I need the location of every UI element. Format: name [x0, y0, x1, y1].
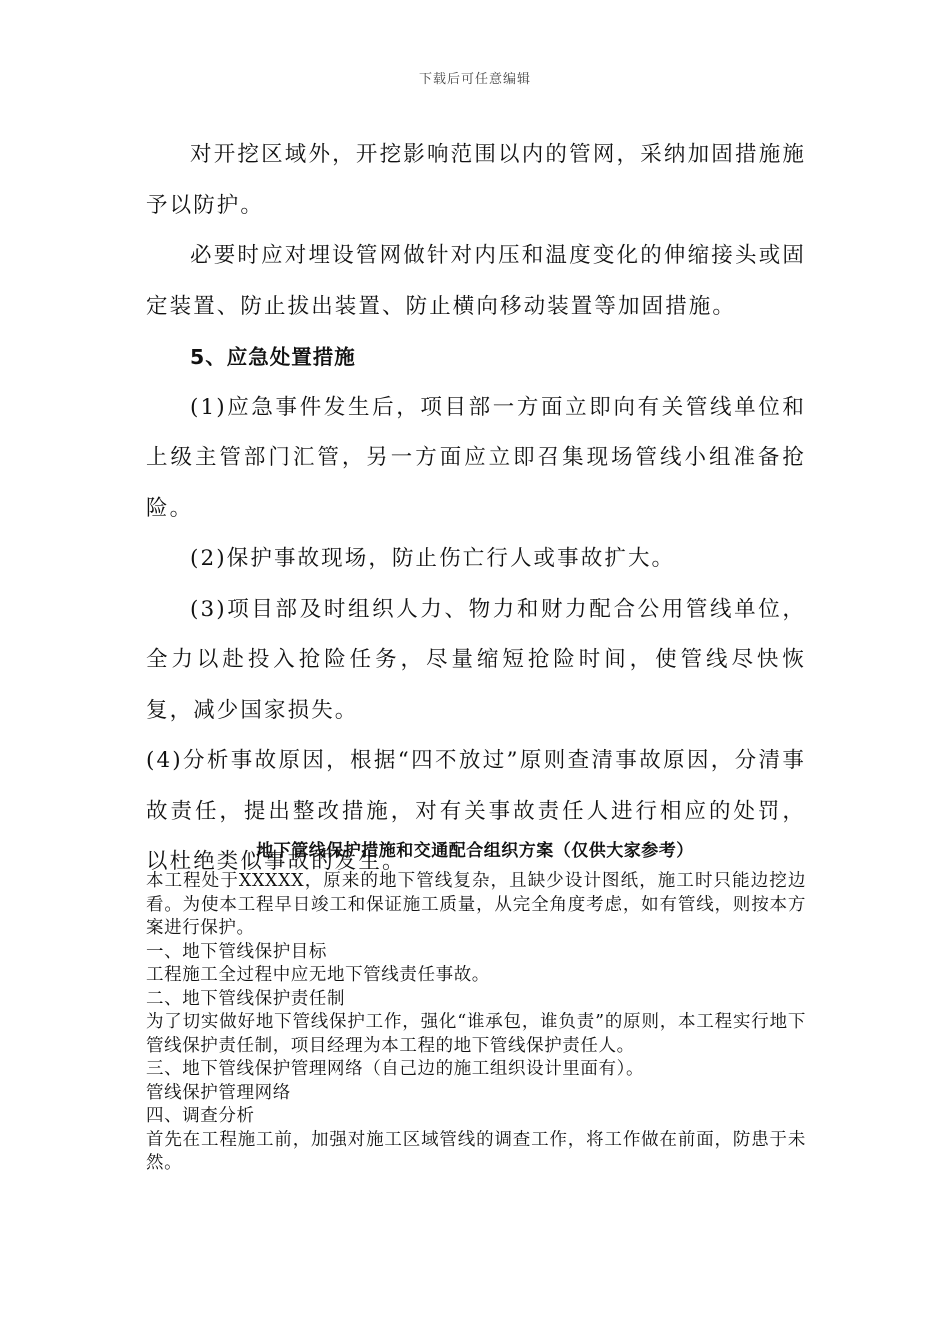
emergency-item-1: (1)应急事件发生后，项目部一方面立即向有关管线单位和上级主管部门汇管，另一方面应立即召集现场管线小组准备抢险。: [146, 394, 806, 521]
section-heading-emergency: 5、应急处置措施: [190, 345, 356, 369]
emergency-item-2: (2)保护事故现场，防止伤亡行人或事故扩大。: [190, 546, 676, 571]
paragraph-pipe-protection: 对开挖区域外，开挖影响范围以内的管网，采纳加固措施施予以防护。: [146, 142, 806, 218]
section-1-body: 工程施工全过程中应无地下管线责任事故。: [146, 965, 490, 985]
page-header: 下载后可任意编辑: [418, 72, 531, 87]
lower-section: [146, 870, 806, 1176]
section-3-title: 三、地下管线保护管理网络（自己边的施工组织设计里面有）。: [146, 1059, 645, 1079]
emergency-item-4: (4)分析事故原因，根据“四不放过”原则查清事故原因，分清事故责任，提出整改措施，对有关事故责任人进行相应的处罚，以杜绝类似事故的发生。: [146, 748, 806, 874]
section-2-title: 二、地下管线保护责任制: [146, 988, 346, 1009]
plan-intro: 本工程处于XXXXX，原来的地下管线复杂，且缺少设计图纸，施工时只能边挖边看。为使本工程早日竣工和保证施工质量，从完全角度考虑，如有管线，则按本方案进行保护。: [146, 871, 806, 938]
section-4-body: 首先在工程施工前，加强对施工区域管线的调查工作，将工作做在前面，防患于未然。: [146, 1129, 806, 1173]
section-3-body: 管线保护管理网络: [146, 1082, 291, 1103]
section-4-title: 四、调查分析: [146, 1106, 255, 1126]
section-1-title: 一、地下管线保护目标: [146, 941, 327, 962]
emergency-item-3: (3)项目部及时组织人力、物力和财力配合公用管线单位，全力以赴投入抢险任务，尽量缩短抢险时间，使管线尽快恢复，减少国家损失。: [146, 596, 806, 723]
upper-section: [146, 130, 806, 888]
plan-title: 地下管线保护措施和交通配合组织方案（仅供大家参考）: [256, 841, 694, 861]
section-2-body: 为了切实做好地下管线保护工作，强化“谁承包，谁负责”的原则，本工程实行地下管线保护责任制，项目经理为本工程的地下管线保护责任人。: [146, 1012, 806, 1056]
paragraph-reinforcement: 必要时应对埋设管网做针对内压和温度变化的伸缩接头或固定装置、防止拔出装置、防止横向移动装置等加固措施。: [146, 243, 806, 319]
